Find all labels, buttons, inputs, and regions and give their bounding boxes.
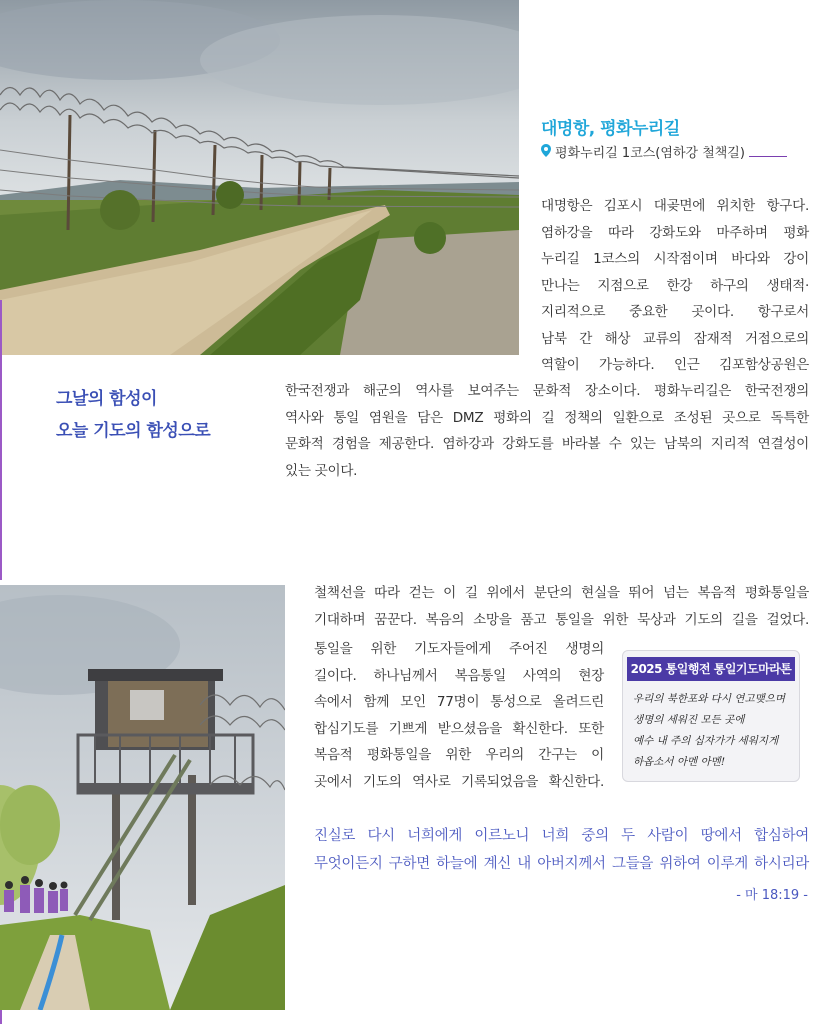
prayer-card-handwriting bbox=[633, 689, 793, 773]
reflection-line: 복음적 평화통일을 위한 우리의 간구는 이 bbox=[314, 747, 604, 763]
intro-line: 지리적으로 중요한 곳이다. 항구로서 bbox=[541, 304, 809, 320]
reflection-paragraph-top bbox=[314, 580, 809, 633]
reflection-line: 통일을 위한 기도자들에게 주어진 생명의 bbox=[314, 641, 604, 657]
intro-continued-line: 역사와 통일 염원을 담은 DMZ 평화의 길 정책의 일환으로 조성된 곳으로 독특한 bbox=[285, 409, 809, 426]
headline-line: 오늘 기도의 함성으로 bbox=[56, 421, 211, 441]
intro-line: 만나는 지점으로 한강 하구의 생태적· bbox=[541, 277, 809, 294]
reflection-line: 길이다. 하나님께서 복음통일 사역의 현장 bbox=[314, 667, 604, 684]
intro-paragraph bbox=[541, 193, 809, 379]
headline bbox=[56, 383, 210, 447]
reflection-line: 곳에서 기도의 역사로 기록되었음을 확신한다. bbox=[314, 773, 604, 790]
map-pin-icon bbox=[541, 144, 551, 160]
intro-continued-paragraph bbox=[285, 378, 809, 484]
intro-line: 대명항은 김포시 대곶면에 위치한 항구다. bbox=[541, 198, 809, 214]
intro-line: 역할이 가능하다. 인근 김포함상공원은 bbox=[541, 357, 809, 373]
reflection-line: 속에서 함께 모인 77명이 통성으로 올려드린 bbox=[314, 694, 604, 710]
prayer-card-header: 2025 통일행전 통일기도마라톤 bbox=[627, 657, 795, 681]
place-subtitle-row bbox=[541, 142, 787, 161]
page-edge-line bbox=[0, 1010, 2, 1024]
place-subtitle: 평화누리길 1코스(염하강 철책길) bbox=[555, 146, 745, 161]
headline-line: 그날의 함성이 bbox=[56, 389, 157, 409]
handwriting-line: 생명의 세워진 모든 곳에 bbox=[633, 714, 745, 726]
intro-continued-line: 있는 곳이다. bbox=[285, 462, 358, 479]
photo-guard-tower bbox=[0, 585, 285, 1010]
handwriting-line: 우리의 북한포와 다시 연고맺으며 bbox=[633, 693, 786, 705]
prayer-card-photo bbox=[622, 650, 800, 782]
verse-reference: - 마 18:19 - bbox=[736, 888, 808, 903]
intro-line: 염하강을 따라 강화도와 마주하며 평화 bbox=[541, 224, 809, 241]
page-edge-line bbox=[0, 300, 2, 580]
scripture-verse bbox=[314, 822, 809, 878]
intro-continued-line: 한국전쟁과 해군의 역사를 보여주는 문화적 장소이다. 평화누리길은 한국전쟁의 bbox=[285, 383, 809, 399]
subtitle-underline bbox=[749, 146, 787, 157]
place-title: 대명항, 평화누리길 bbox=[541, 119, 680, 139]
photo-fence-path bbox=[0, 0, 519, 355]
verse-line: 진실로 다시 너희에게 이르노니 너희 중의 두 사람이 땅에서 합심하여 bbox=[314, 828, 809, 844]
handwriting-line: 하옵소서 아멘 아멘! bbox=[633, 756, 726, 768]
intro-line: 누리길 1코스의 시작점이며 바다와 강이 bbox=[541, 251, 809, 267]
intro-continued-line: 문화적 경험을 제공한다. 염하강과 강화도를 바라볼 수 있는 남북의 지리적 연결성이 bbox=[285, 436, 809, 452]
verse-line: 무엇이든지 구하면 하늘에 계신 내 아버지께서 그들을 위하여 이루게 하시리라 bbox=[314, 856, 809, 872]
reflection-paragraph-left bbox=[314, 636, 604, 795]
intro-line: 남북 간 해상 교류의 잠재적 거점으로의 bbox=[541, 330, 809, 347]
handwriting-line: 예수 내 주의 십자가가 세워지게 bbox=[633, 735, 779, 747]
reflection-line: 합심기도를 기쁘게 받으셨음을 확신한다. 또한 bbox=[314, 720, 604, 737]
reflection-line: 철책선을 따라 걷는 이 길 위에서 분단의 현실을 뛰어 넘는 복음적 평화통일을 bbox=[314, 585, 809, 601]
reflection-line: 기대하며 꿈꾼다. 복음의 소망을 품고 통일을 위한 묵상과 기도의 길을 걸었다. bbox=[314, 611, 809, 628]
